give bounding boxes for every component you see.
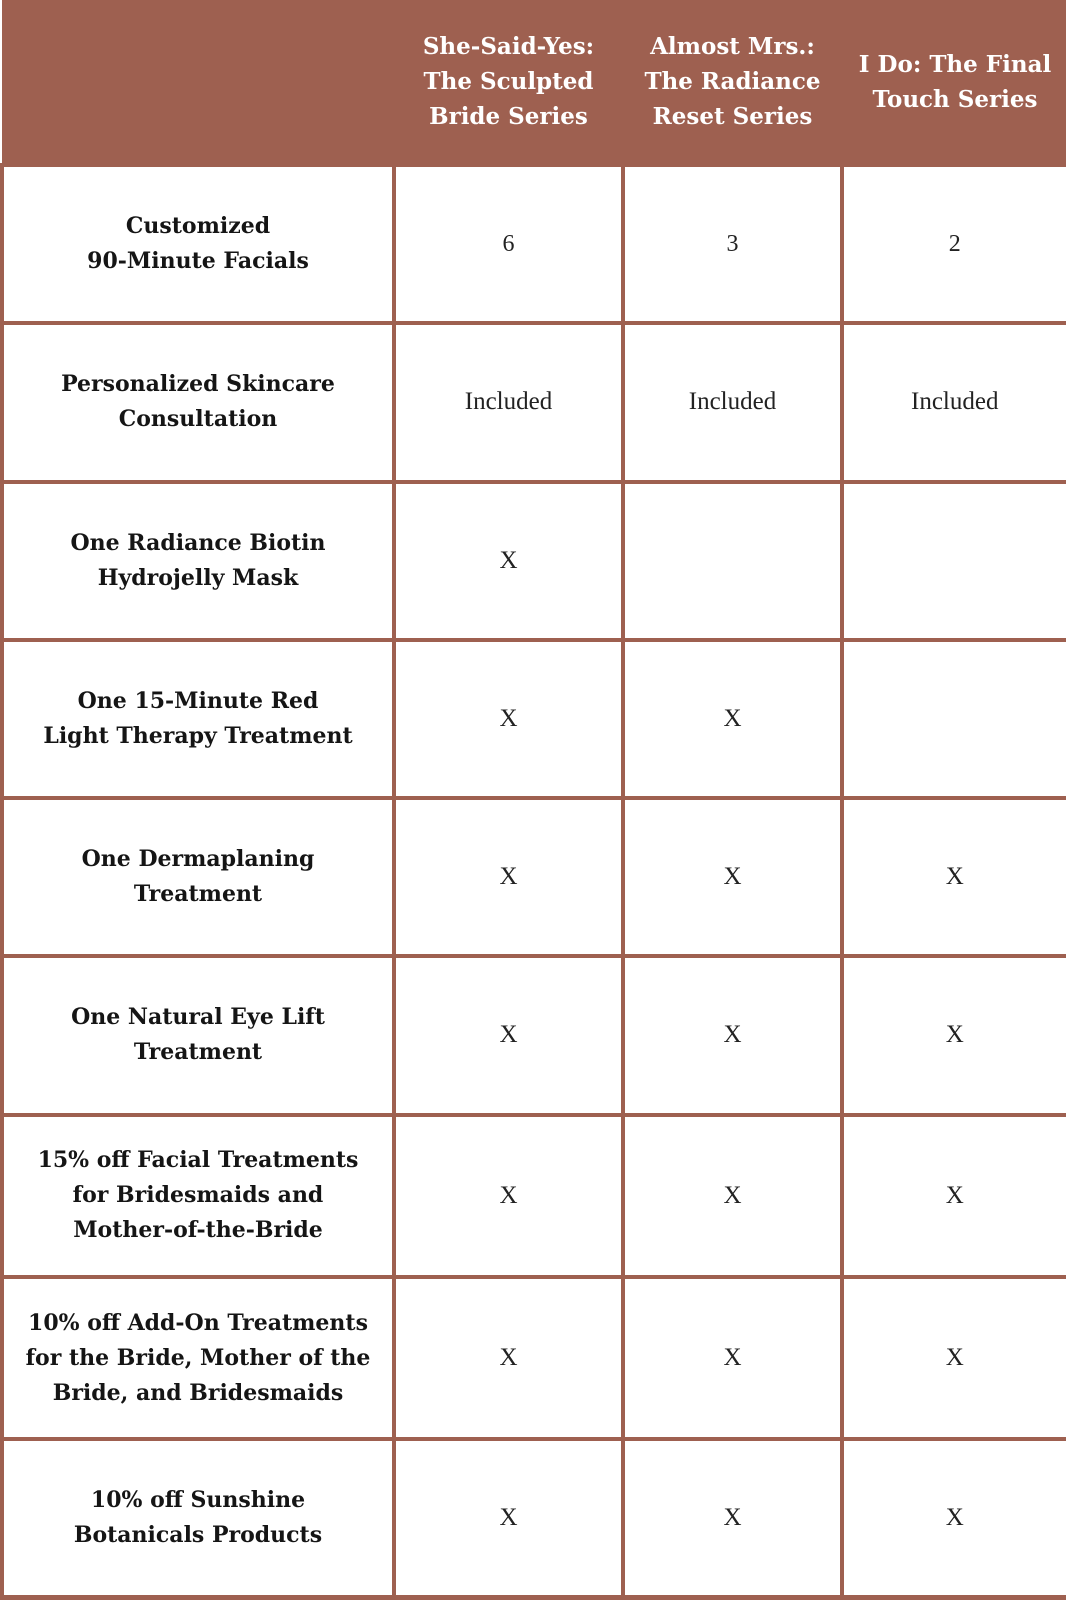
feature-line: 90-Minute Facials (87, 248, 309, 275)
value-cell (623, 482, 842, 640)
header-row (2, 0, 1066, 165)
value-cell: Included (842, 323, 1066, 481)
value-cell: Included (623, 323, 842, 481)
header-line: She-Said-Yes: (422, 33, 595, 60)
feature-cell (2, 482, 394, 640)
value-cell: X (623, 798, 842, 956)
value-cell: X (623, 1439, 842, 1597)
table-row (2, 798, 1066, 956)
header-line: Reset Series (652, 103, 813, 130)
header-i-do (842, 0, 1066, 165)
value-cell: X (842, 1115, 1066, 1277)
feature-line: Bride, and Bridesmaids (52, 1379, 344, 1406)
feature-line: One 15-Minute Red (77, 687, 319, 714)
header-line: Almost Mrs.: (650, 33, 815, 60)
value-cell: X (623, 640, 842, 798)
feature-line: Treatment (133, 1039, 263, 1066)
value-cell: X (394, 640, 623, 798)
value-cell: X (394, 482, 623, 640)
header-line: Bride Series (429, 103, 588, 130)
table-row (2, 640, 1066, 798)
table-row (2, 165, 1066, 323)
header-line: The Radiance (644, 68, 821, 95)
feature-line: Hydrojelly Mask (97, 564, 299, 591)
value-cell (842, 640, 1066, 798)
feature-line: Botanicals Products (73, 1522, 323, 1549)
value-cell: X (394, 956, 623, 1114)
table-row (2, 1439, 1066, 1597)
feature-cell (2, 1277, 394, 1439)
feature-cell (2, 323, 394, 481)
value-cell: X (842, 1439, 1066, 1597)
value-cell: X (623, 1115, 842, 1277)
table-row (2, 323, 1066, 481)
header-line: I Do: The Final (858, 50, 1052, 78)
feature-cell (2, 956, 394, 1114)
feature-line: for Bridesmaids and (72, 1182, 324, 1209)
feature-line: One Dermaplaning (81, 846, 315, 873)
feature-line: One Natural Eye Lift (71, 1004, 325, 1031)
corner-cell (2, 0, 394, 165)
value-cell: 6 (394, 165, 623, 323)
value-cell: X (394, 1277, 623, 1439)
value-cell: X (394, 1115, 623, 1277)
value-cell: X (842, 1277, 1066, 1439)
feature-line: Treatment (133, 881, 263, 908)
feature-cell (2, 1115, 394, 1277)
value-cell (842, 482, 1066, 640)
value-cell: 3 (623, 165, 842, 323)
value-cell: X (623, 956, 842, 1114)
header-line: Touch Series (872, 85, 1038, 113)
feature-line: Consultation (118, 406, 278, 433)
table-row (2, 1277, 1066, 1439)
feature-cell (2, 1439, 394, 1597)
value-cell: X (394, 798, 623, 956)
header-line: The Sculpted (423, 68, 594, 95)
table-row (2, 1115, 1066, 1277)
value-cell: X (842, 798, 1066, 956)
feature-line: Customized (125, 213, 271, 240)
table-row (2, 956, 1066, 1114)
feature-line: for the Bride, Mother of the (25, 1344, 371, 1371)
value-cell: X (842, 956, 1066, 1114)
feature-line: Personalized Skincare (61, 371, 335, 398)
value-cell: X (623, 1277, 842, 1439)
feature-cell (2, 798, 394, 956)
feature-line: 10% off Sunshine (90, 1487, 306, 1514)
header-almost-mrs (623, 0, 842, 165)
value-cell: X (394, 1439, 623, 1597)
feature-cell (2, 165, 394, 323)
feature-line: 15% off Facial Treatments (37, 1147, 359, 1174)
feature-cell (2, 640, 394, 798)
value-cell: 2 (842, 165, 1066, 323)
value-cell: Included (394, 323, 623, 481)
header-she-said-yes (394, 0, 623, 165)
feature-line: Light Therapy Treatment (43, 722, 353, 749)
feature-line: Mother-of-the-Bride (73, 1217, 323, 1244)
feature-line: 10% off Add-On Treatments (28, 1309, 368, 1336)
table-row (2, 482, 1066, 640)
feature-line: One Radiance Biotin (70, 529, 326, 556)
